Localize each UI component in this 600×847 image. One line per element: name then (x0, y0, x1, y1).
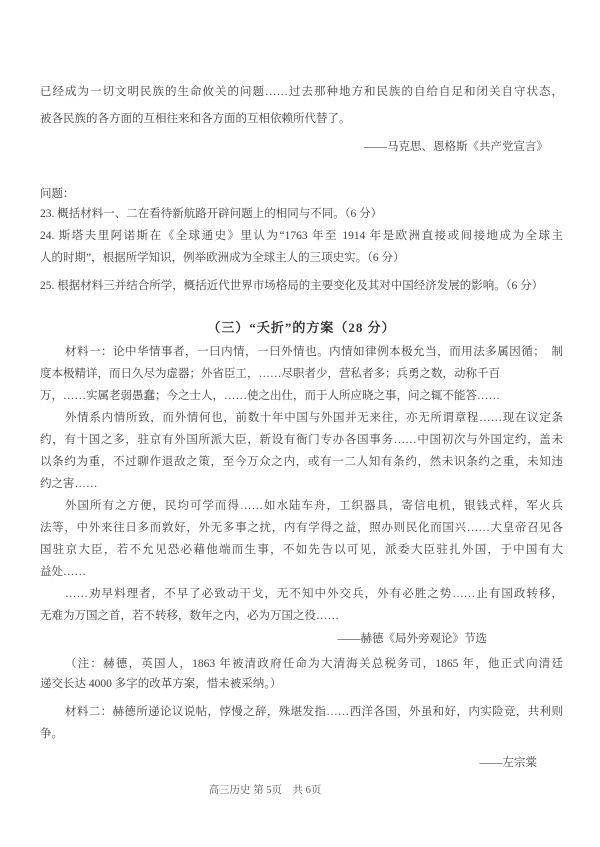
note-line-1: （注：赫德，英国人，1863 年被清政府任命为大清海关总税务司，1865 年，他正式向清廷 (65, 658, 563, 670)
question-24-line-2: 人的时期”，根据所学知识，例举欧洲成为全球主人的三项史实。（6 分） (40, 252, 405, 264)
material1-p4-line-1: ……劝早料理者，不早了必致动干戈，无不知中外交兵，外有必胜之势……止有国政转移， (65, 588, 563, 600)
page-footer: 高三历史 第 5页 共 6页 (208, 785, 322, 796)
intro-line-2: 被各民族的各方面的互相往来和各方面的互相依赖所代替了。 (40, 113, 351, 125)
material1-p4-line-2: 无难为万国之首，若不转移，数年之内，必为万国之役…… (40, 610, 339, 622)
material1-p3-line-4: 益处…… (40, 566, 86, 578)
question-25: 25. 根据材料三并结合所学，概括近代世界市场格局的主要变化及其对中国经济发展的影响。（6 分） (40, 280, 544, 292)
question-23: 23. 概括材料一、二在看待新航路开辟问题上的相同与不同。（6 分） (40, 208, 383, 220)
material1-p2-line-3: 以条约为重，不过聊作退敌之策，至今万众之内，或有一二人知有条约，然未识条约之重，未知违 (40, 456, 563, 468)
material1-p2-line-4: 约之害…… (40, 478, 98, 490)
material2-line-1: 材料二：赫德所递论议说帖，悖慢之辞，殊堪发指……西洋各国，外虽和好，内实险竞，共利则 (65, 706, 563, 718)
intro-line-1: 已经成为一切文明民族的生命攸关的问题……过去那种地方和民族的自给自足和闭关自守状态， (40, 86, 563, 98)
material1-p3-line-2: 法等，中外来往日多而敦好，外无多事之扰，内有学得之益，照办则民化而国兴……大皇帝召见各 (40, 522, 563, 534)
hede-attribution: ——赫德《局外旁观论》节选 (337, 633, 487, 645)
material1-p2-line-2: 约，有十国之多，驻京有外国所派大臣，新设有衙门专办各国事务……中国初次与外国定约，盖未 (40, 434, 563, 446)
material1-p1-line-1: 材料一：论中华情事者，一曰内情，一曰外情也。内情如律例本极允当，而用法多属因循； 制 (65, 346, 563, 358)
material1-p3-line-1: 外国所有之方便，民均可学而得……如水陆车舟，工织器具，寄信电机，银钱式样，军火兵 (65, 500, 563, 512)
material1-p1-line-3: 万，……实属老弱愚蠢；今之士人，……使之出仕，而于人所应晓之事，问之辄不能答…… (40, 390, 500, 402)
zuozongtang-attribution: ——左宗棠 (479, 757, 537, 769)
marx-attribution: ——马克思、恩格斯《共产党宣言》 (364, 141, 548, 153)
material2-line-2: 争。 (40, 728, 63, 740)
question-24-line-1: 24. 斯塔夫里阿诺斯在《全球通史》里认为“1763 年至 1914 年是欧洲直接或间接地成为全球主 (40, 230, 563, 242)
material1-p1-line-2: 度本极精详，而日久尽为虚器；外省臣工，……尽职者少，营私者多；兵勇之数，动称千百 (40, 368, 500, 380)
material1-p3-line-3: 国驻京大臣，若不允见恐必藉他端而生事，不如先告以可见，派委大臣驻扎外国，于中国有大 (40, 544, 563, 556)
questions-heading: 问题： (40, 188, 75, 200)
material1-p2-line-1: 外情系内情所致，而外情何也，前数十年中国与外国并无来往，亦无所谓章程……现在议定条 (65, 412, 563, 424)
note-line-2: 递交长达 4000 多字的改革方案，惜未被采纳。） (40, 678, 282, 690)
section3-title: （三）“夭折”的方案（28 分） (207, 320, 396, 335)
